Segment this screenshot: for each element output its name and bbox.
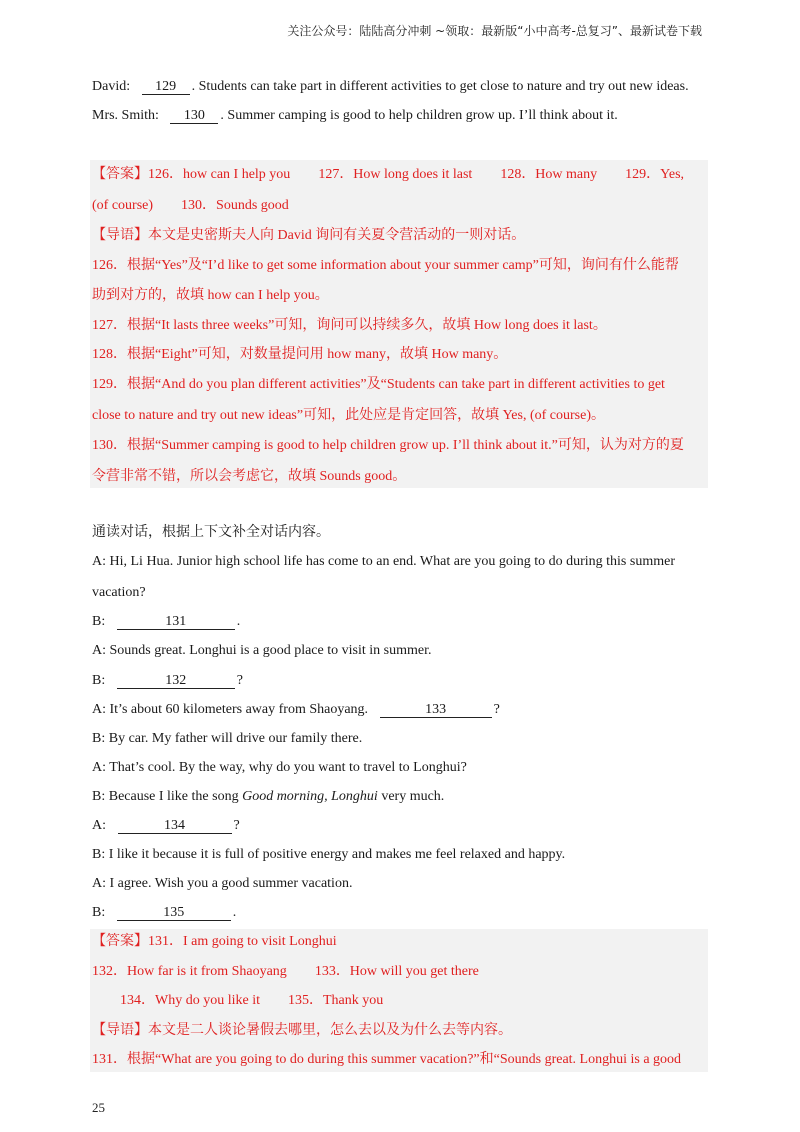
song-title: Good morning, Longhui xyxy=(242,789,378,804)
page-header: 关注公众号：陆陆高分冲刺 ~领取：最新版“小中高考-总复习”、最新试卷下载 xyxy=(287,24,702,38)
explain-130a: 130．根据“Summer camping is good to help children grow up. I’ll think about it.”可知，认为对方的夏 xyxy=(92,438,684,453)
blank-132: 132 xyxy=(117,673,235,689)
dialogue-text: . Students can take part in different activities to get close to nature and try out new ideas. xyxy=(191,79,689,94)
punct: . xyxy=(236,614,241,629)
answer-132: 132．How far is it from Shaoyang xyxy=(92,964,287,979)
dialogue-line-131 xyxy=(92,613,240,631)
answer-130: 130．Sounds good xyxy=(181,198,289,213)
answer-131: 【答案】131．I am going to visit Longhui xyxy=(92,934,337,949)
dialogue-line: B: I like it because it is full of positive energy and makes me feel relaxed and happy. xyxy=(92,847,566,862)
answer-line-1 xyxy=(92,166,684,184)
answer-134: 134．Why do you like it xyxy=(120,993,260,1008)
speaker: B: xyxy=(92,673,106,688)
explain-127: 127．根据“It lasts three weeks”可知，询问可以持续多久，故填 How long does it last。 xyxy=(92,318,607,333)
dialogue-line-132 xyxy=(92,672,243,690)
answer-129: 129．Yes, xyxy=(625,167,685,182)
dialogue-line: vacation? xyxy=(92,585,146,600)
dialogue-line-song xyxy=(92,788,444,806)
speaker: B: xyxy=(92,905,106,920)
speaker: B: xyxy=(92,614,106,629)
answer-127: 127．How long does it last xyxy=(318,167,473,182)
page-number: 25 xyxy=(92,1100,105,1115)
blank-135: 135 xyxy=(117,905,231,921)
guide-1: 【导语】本文是史密斯夫人向 David 询问有关夏令营活动的一则对话。 xyxy=(92,228,526,243)
blank-131: 131 xyxy=(117,614,235,630)
answer-line-134-135 xyxy=(120,992,383,1010)
dialogue-line-133 xyxy=(92,701,500,719)
dialogue-line: A: That’s cool. By the way, why do you want to travel to Longhui? xyxy=(92,760,467,775)
answer-129-cont: (of course) xyxy=(92,198,154,213)
answer-135: 135．Thank you xyxy=(288,993,384,1008)
blank-134: 134 xyxy=(118,818,232,834)
guide-2: 【导语】本文是二人谈论暑假去哪里，怎么去以及为什么去等内容。 xyxy=(92,1023,512,1038)
blank-129: 129 xyxy=(142,79,190,95)
explain-130b: 令营非常不错，所以会考虑它，故填 Sounds good。 xyxy=(92,469,407,484)
punct: . xyxy=(232,905,237,920)
speaker: David: xyxy=(92,79,131,94)
dialogue-text: B: Because I like the song xyxy=(92,789,239,804)
dialogue-line: B: By car. My father will drive our family there. xyxy=(92,731,363,746)
dialogue-text: A: It’s about 60 kilometers away from Shaoyang. xyxy=(92,702,369,717)
answer-126: 【答案】126．how can I help you xyxy=(92,167,291,182)
answer-133: 133．How will you get there xyxy=(314,964,479,979)
punct: ? xyxy=(493,702,500,717)
dialogue-text: very much. xyxy=(381,789,445,804)
answer-line-132-133 xyxy=(92,963,479,981)
punct: ? xyxy=(233,818,240,833)
blank-133: 133 xyxy=(380,702,492,718)
speaker: Mrs. Smith: xyxy=(92,108,159,123)
explain-129b: close to nature and try out new ideas”可知，此处应是肯定回答，故填 Yes, (of course)。 xyxy=(92,408,605,423)
blank-130: 130 xyxy=(170,108,218,124)
explain-131: 131．根据“What are you going to do during this summer vacation?”和“Sounds great. Longhui is a good xyxy=(92,1052,682,1067)
dialogue-line-135 xyxy=(92,904,236,922)
explain-126b: 助到对方的，故填 how can I help you。 xyxy=(92,288,329,303)
dialogue-text: . Summer camping is good to help children grow up. I’ll think about it. xyxy=(220,108,618,123)
dialogue-line-130 xyxy=(92,107,618,125)
explain-126a: 126．根据“Yes”及“I’d like to get some information about your summer camp”可知，询问有什么能帮 xyxy=(92,258,679,273)
answer-line-2 xyxy=(92,197,289,215)
explain-129a: 129．根据“And do you plan different activities”及“Students can take part in different activities to get xyxy=(92,377,665,392)
answer-128: 128．How many xyxy=(500,167,598,182)
speaker: A: xyxy=(92,818,106,833)
dialogue-line-129 xyxy=(92,78,689,96)
dialogue-line: A: Sounds great. Longhui is a good place to visit in summer. xyxy=(92,643,432,658)
dialogue-line-134 xyxy=(92,817,240,835)
punct: ? xyxy=(236,673,243,688)
instruction: 通读对话，根据上下文补全对话内容。 xyxy=(92,525,330,540)
dialogue-line: A: I agree. Wish you a good summer vacation. xyxy=(92,876,353,891)
dialogue-line: A: Hi, Li Hua. Junior high school life has come to an end. What are you going to do during this summer xyxy=(92,554,675,569)
explain-128: 128．根据“Eight”可知，对数量提问用 how many，故填 How many。 xyxy=(92,347,508,362)
